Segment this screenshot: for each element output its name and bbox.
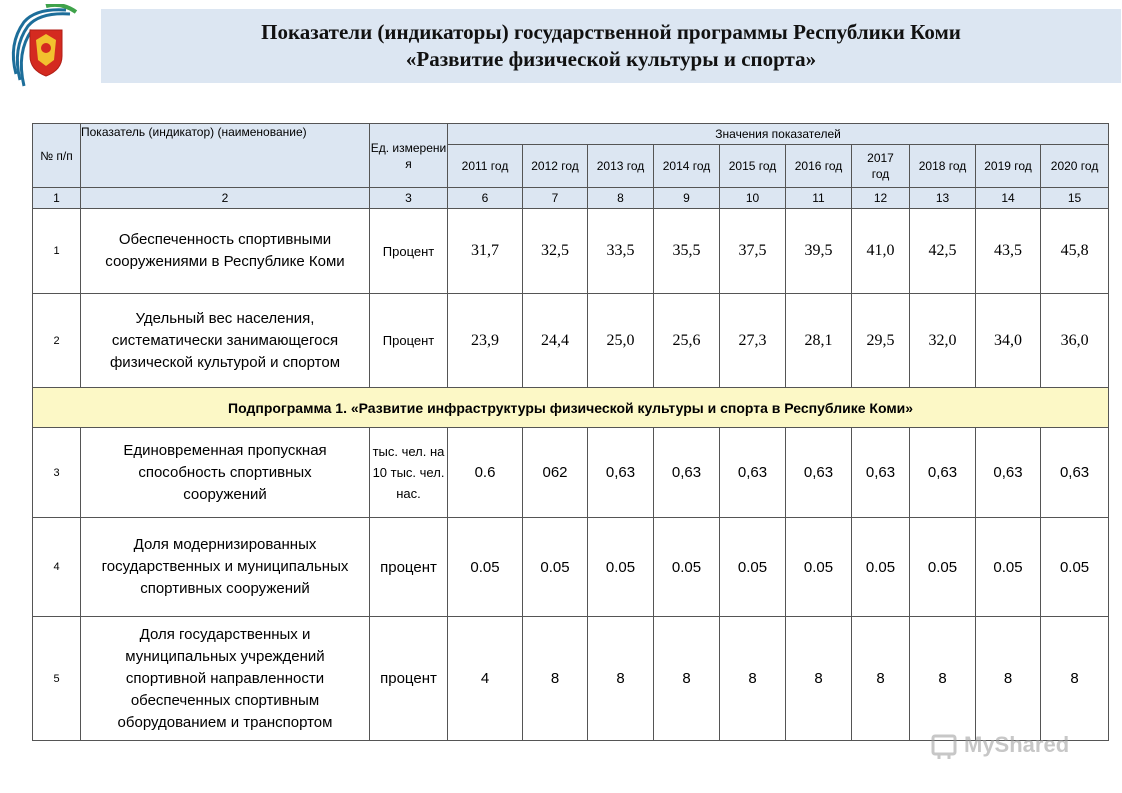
value-cell: 41,0	[852, 209, 910, 294]
indicator-unit: тыс. чел. на 10 тыс. чел. нас.	[370, 428, 448, 518]
value-cell: 0.05	[786, 518, 852, 617]
value-cell: 25,0	[588, 294, 654, 388]
page-title-line1: Показатели (индикаторы) государственной программы Республики Коми	[261, 20, 961, 44]
indicator-name: Доля модернизированных государственных и муниципальных спортивных сооружений	[81, 518, 370, 617]
value-cell: 8	[720, 617, 786, 741]
index-cell: 1	[33, 188, 81, 209]
value-cell: 25,6	[654, 294, 720, 388]
index-cell: 6	[448, 188, 523, 209]
value-cell: 31,7	[448, 209, 523, 294]
value-cell: 32,0	[910, 294, 976, 388]
col-values-header: Значения показателей	[448, 124, 1109, 145]
value-cell: 0,63	[976, 428, 1041, 518]
header-row	[33, 124, 1109, 145]
year-header: 2018 год	[910, 145, 976, 188]
value-cell: 4	[448, 617, 523, 741]
row-number: 1	[33, 209, 81, 294]
value-cell: 0.05	[654, 518, 720, 617]
row-number: 3	[33, 428, 81, 518]
value-cell: 0.05	[1041, 518, 1109, 617]
value-cell: 37,5	[720, 209, 786, 294]
value-cell: 0,63	[1041, 428, 1109, 518]
value-cell: 35,5	[654, 209, 720, 294]
index-cell: 3	[370, 188, 448, 209]
value-cell: 24,4	[523, 294, 588, 388]
year-header: 2019 год	[976, 145, 1041, 188]
value-cell: 0,63	[786, 428, 852, 518]
year-header: 2012 год	[523, 145, 588, 188]
index-cell: 12	[852, 188, 910, 209]
value-cell: 45,8	[1041, 209, 1109, 294]
indicator-unit: Процент	[370, 294, 448, 388]
subprogram-row	[33, 388, 1109, 428]
table-row	[33, 617, 1109, 741]
value-cell: 42,5	[910, 209, 976, 294]
indicator-unit: Процент	[370, 209, 448, 294]
value-cell: 33,5	[588, 209, 654, 294]
index-cell: 9	[654, 188, 720, 209]
indicator-unit: процент	[370, 518, 448, 617]
index-cell: 8	[588, 188, 654, 209]
col-num-header: № п/п	[33, 124, 81, 188]
value-cell: 8	[852, 617, 910, 741]
value-cell: 23,9	[448, 294, 523, 388]
year-header: 2014 год	[654, 145, 720, 188]
page-title-line2: «Развитие физической культуры и спорта»	[405, 47, 817, 71]
value-cell: 43,5	[976, 209, 1041, 294]
value-cell: 8	[910, 617, 976, 741]
table-row	[33, 428, 1109, 518]
value-cell: 36,0	[1041, 294, 1109, 388]
value-cell: 0,63	[720, 428, 786, 518]
index-cell: 2	[81, 188, 370, 209]
value-cell: 0.05	[448, 518, 523, 617]
index-cell: 7	[523, 188, 588, 209]
row-number: 4	[33, 518, 81, 617]
value-cell: 0.6	[448, 428, 523, 518]
value-cell: 29,5	[852, 294, 910, 388]
watermark-text: MyShared	[964, 732, 1070, 757]
value-cell: 8	[976, 617, 1041, 741]
indicator-name: Обеспеченность спортивными сооружениями в Республике Коми	[81, 209, 370, 294]
value-cell: 8	[1041, 617, 1109, 741]
watermark-icon	[930, 731, 960, 761]
value-cell: 062	[523, 428, 588, 518]
col-unit-header: Ед. измерени я	[370, 124, 448, 188]
komi-emblem-logo	[6, 4, 78, 90]
value-cell: 27,3	[720, 294, 786, 388]
year-header: 2017 год	[852, 145, 910, 188]
year-header: 2013 год	[588, 145, 654, 188]
value-cell: 0,63	[654, 428, 720, 518]
value-cell: 0.05	[852, 518, 910, 617]
value-cell: 0.05	[720, 518, 786, 617]
table-row	[33, 209, 1109, 294]
row-number: 2	[33, 294, 81, 388]
value-cell: 8	[588, 617, 654, 741]
value-cell: 34,0	[976, 294, 1041, 388]
value-cell: 32,5	[523, 209, 588, 294]
value-cell: 0.05	[910, 518, 976, 617]
value-cell: 0,63	[910, 428, 976, 518]
year-header: 2020 год	[1041, 145, 1109, 188]
value-cell: 8	[654, 617, 720, 741]
index-cell: 13	[910, 188, 976, 209]
value-cell: 0,63	[852, 428, 910, 518]
value-cell: 0.05	[588, 518, 654, 617]
value-cell: 0.05	[976, 518, 1041, 617]
row-number: 5	[33, 617, 81, 741]
watermark	[930, 730, 1090, 762]
year-header: 2016 год	[786, 145, 852, 188]
value-cell: 8	[786, 617, 852, 741]
index-row	[33, 188, 1109, 209]
value-cell: 0.05	[523, 518, 588, 617]
value-cell: 8	[523, 617, 588, 741]
indicators-table	[32, 123, 1109, 741]
indicator-name: Единовременная пропускная способность спортивных сооружений	[81, 428, 370, 518]
title-banner	[101, 9, 1121, 83]
value-cell: 28,1	[786, 294, 852, 388]
col-name-header: Показатель (индикатор) (наименование)	[81, 124, 370, 188]
table-row	[33, 294, 1109, 388]
value-cell: 0,63	[588, 428, 654, 518]
index-cell: 15	[1041, 188, 1109, 209]
index-cell: 10	[720, 188, 786, 209]
index-cell: 11	[786, 188, 852, 209]
year-header: 2015 год	[720, 145, 786, 188]
indicator-unit: процент	[370, 617, 448, 741]
table-row	[33, 518, 1109, 617]
value-cell: 39,5	[786, 209, 852, 294]
subprogram-title: Подпрограмма 1. «Развитие инфраструктуры физической культуры и спорта в Республике Коми»	[33, 388, 1109, 428]
year-header: 2011 год	[448, 145, 523, 188]
indicator-name: Удельный вес населения, систематически занимающегося физической культурой и спортом	[81, 294, 370, 388]
index-cell: 14	[976, 188, 1041, 209]
indicator-name: Доля государственных и муниципальных учреждений спортивной направленности обеспеченных спортивным оборудованием и транспортом	[81, 617, 370, 741]
